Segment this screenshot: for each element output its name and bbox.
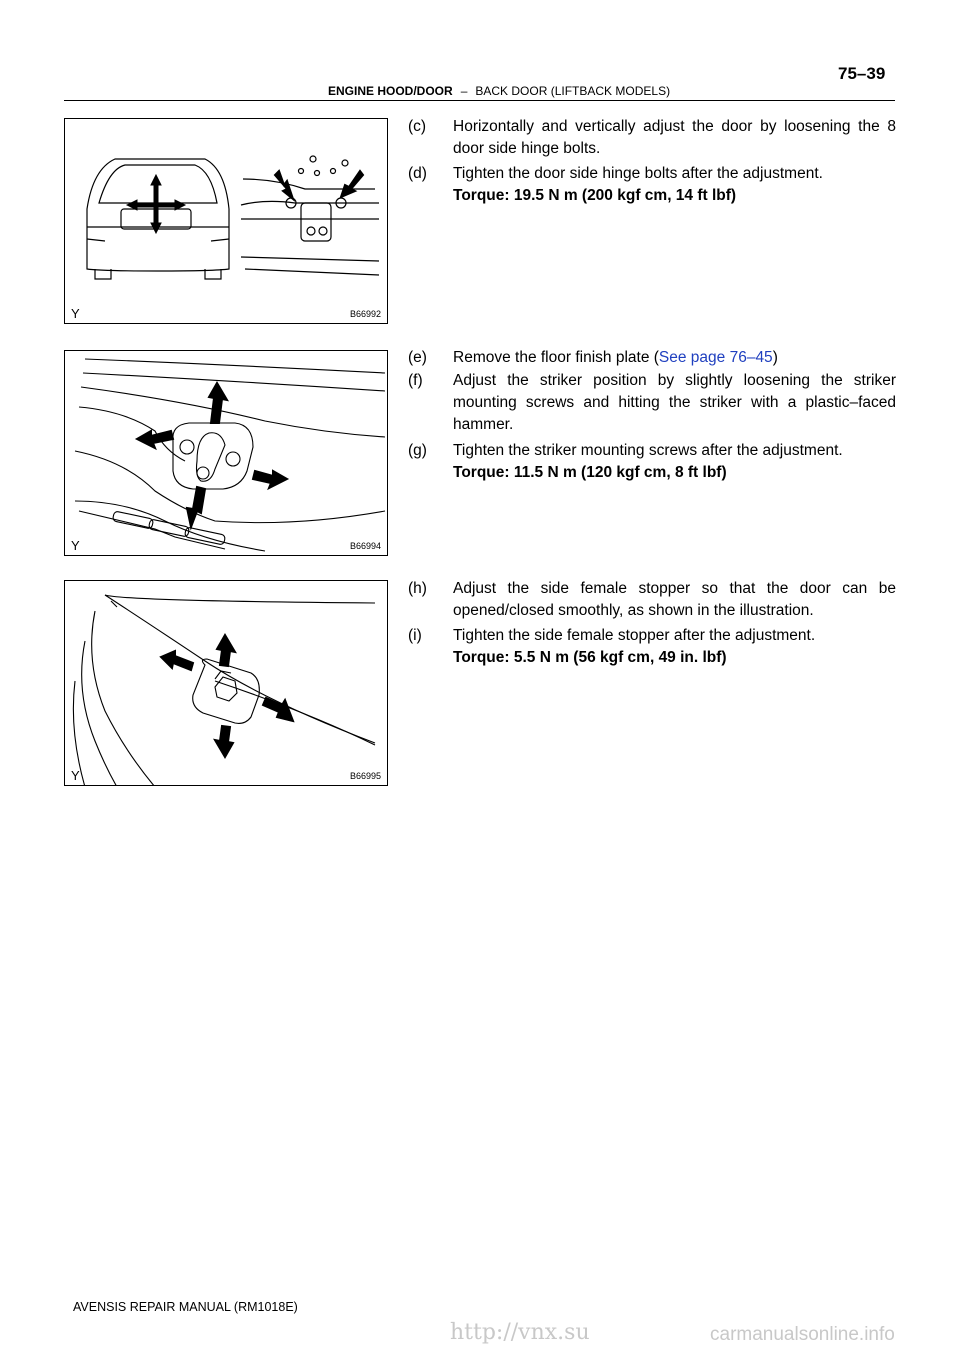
section-title: ENGINE HOOD/DOOR bbox=[328, 84, 453, 98]
step-label: (e) bbox=[408, 349, 427, 366]
watermark-url: http://vnx.su bbox=[450, 1320, 590, 1345]
see-page-link[interactable]: See page 76–45 bbox=[658, 349, 773, 366]
figure-code: B66994 bbox=[349, 541, 381, 551]
step-text-end: ) bbox=[772, 349, 778, 366]
watermark-site: carmanualsonline.info bbox=[710, 1324, 895, 1345]
header-separator: – bbox=[460, 84, 468, 98]
figure-striker-adjustment bbox=[64, 350, 388, 556]
torque-spec: Torque: 19.5 N m (200 kgf cm, 14 ft lbf) bbox=[453, 187, 737, 204]
figure-stopper-adjustment bbox=[64, 580, 388, 786]
figure-code: B66992 bbox=[349, 309, 381, 319]
step-label: (c) bbox=[408, 118, 427, 135]
step-d bbox=[408, 163, 896, 207]
step-label: (g) bbox=[408, 442, 427, 459]
step-text: Adjust the striker position by slightly loosening the striker mounting screws and hitting the striker with a plastic–faced hammer. bbox=[453, 372, 896, 433]
step-label: (f) bbox=[408, 372, 423, 389]
step-label: (d) bbox=[408, 165, 427, 182]
step-h bbox=[408, 578, 896, 622]
page-number: 75–39 bbox=[838, 64, 886, 83]
step-text: Tighten the side female stopper after the adjustment. bbox=[453, 627, 816, 644]
step-text: Remove the floor finish plate ( bbox=[453, 349, 659, 366]
step-text: Horizontally and vertically adjust the door by loosening the 8 door side hinge bolts. bbox=[453, 118, 896, 157]
step-i bbox=[408, 625, 896, 669]
torque-spec: Torque: 11.5 N m (120 kgf cm, 8 ft lbf) bbox=[453, 464, 727, 481]
step-f bbox=[408, 370, 896, 436]
figure-code: B66995 bbox=[349, 771, 381, 781]
figure-corner-mark: Y bbox=[71, 538, 80, 553]
figure-corner-mark: Y bbox=[71, 768, 80, 783]
manual-footer: AVENSIS REPAIR MANUAL (RM1018E) bbox=[73, 1300, 298, 1314]
step-c bbox=[408, 116, 896, 160]
section-header bbox=[328, 84, 670, 98]
step-g bbox=[408, 440, 896, 484]
step-text: Tighten the striker mounting screws after the adjustment. bbox=[453, 442, 843, 459]
step-label: (h) bbox=[408, 580, 427, 597]
torque-spec: Torque: 5.5 N m (56 kgf cm, 49 in. lbf) bbox=[453, 649, 727, 666]
figure-corner-mark: Y bbox=[71, 306, 80, 321]
step-label: (i) bbox=[408, 627, 422, 644]
header-rule bbox=[64, 100, 895, 101]
section-subtitle: BACK DOOR (LIFTBACK MODELS) bbox=[475, 84, 671, 98]
figure-hinge-adjustment bbox=[64, 118, 388, 324]
hinge-illustration bbox=[65, 119, 388, 324]
step-text: Adjust the side female stopper so that the door can be opened/closed smoothly, as shown in the illustration. bbox=[453, 580, 896, 619]
step-e bbox=[408, 347, 896, 369]
stopper-illustration bbox=[65, 581, 388, 786]
step-text: Tighten the door side hinge bolts after the adjustment. bbox=[453, 165, 823, 182]
striker-illustration bbox=[65, 351, 388, 556]
